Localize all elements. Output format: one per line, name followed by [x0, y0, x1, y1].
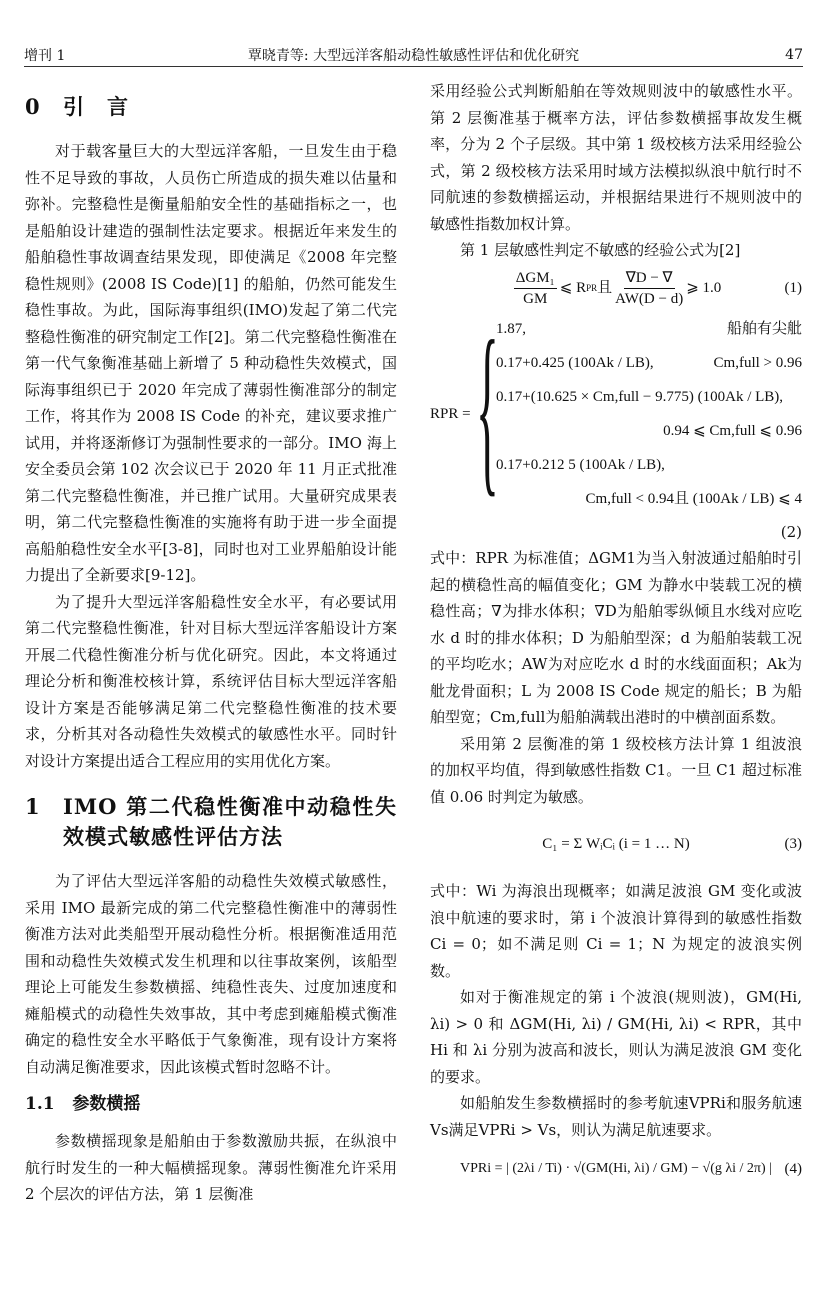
- equation-number: (1): [784, 279, 802, 296]
- paragraph: 第 1 层敏感性判定不敏感的经验公式为[2]: [460, 241, 741, 259]
- equation-number: (2): [780, 522, 802, 541]
- section-title: IMO 第二代稳性衡准中动稳性失效模式敏感性评估方法: [63, 794, 397, 849]
- equation-number: (4): [784, 1160, 802, 1177]
- equation-1: $\frac{\text{ΔGM₁}}{GM}$ ⩽ R PR 且 $\frac{\nabla D - \nabla}{AW(D - d)}$ ⩾ 1.0 (1): [515, 269, 802, 307]
- header-title: 覃晓青等: 大型远洋客船动稳性敏感性评估和优化研究: [247, 48, 580, 64]
- paragraph: 式中：RPR 为标准值；ΔGM1为当入射波通过船舶时引起的横稳性高的幅值变化；GM 为静水中装载工况的横稳性高；∇为排水体积；∇D为船舶零纵倾且水线对应吃水 d 时的排水体积；D 为船舶型深；d 为船舶装载工况的平均吃水；AW为对应吃水 d 时的水线面面积；Ak为舭龙骨面积；L 为 2008 IS Code 规定的船长；B 为船舶型宽；Cm,full为船舶满载出港时的中横剖面系数。: [430, 549, 802, 726]
- case-row: Cm,full < 0.94且 (100Ak / LB) ⩽ 4: [585, 491, 802, 508]
- left-column: [25, 78, 397, 1208]
- equation-4: VPRi = | (2λi / Ti) · √(GM(Hi, λi) / GM) − √(g λi / 2π) | (4): [430, 1147, 802, 1191]
- paragraph: 采用第 2 层衡准的第 1 级校核方法计算 1 组波浪的加权平均值，得到敏感性指数 C1。一旦 C1 超过标准值 0.06 时判定为敏感。: [430, 734, 802, 806]
- subsection-number: 1.1: [25, 1094, 55, 1114]
- equation-3: C₁ = Σ WᵢCᵢ (i = 1 … N) (3): [430, 814, 802, 874]
- paragraph: 为了评估大型远洋客船的动稳性失效模式敏感性，采用 IMO 最新完成的第二代完整稳性衡准中的薄弱性衡准方法对此类船型开展动稳性分析。根据衡准适用范围和动稳性失效模式发生机理和以往事故案例，该船型理论上可能发生参数横摇、纯稳性丧失、过度加速度和瘫船模式的动稳性失效事故，其中考虑到瘫船模式衡准确定的稳性安全水平略低于气象衡准，现有设计方案将自动满足衡准要求，因此该模式暂时忽略不计。: [25, 872, 397, 1076]
- section-number: 1: [25, 794, 41, 819]
- case-row: 1.87, 船舶有尖舭: [496, 321, 802, 338]
- fraction: $\frac{\nabla D - \nabla}{AW(D - d)}$: [615, 269, 684, 307]
- equation-number: (3): [784, 835, 802, 852]
- paragraph: 如对于衡准规定的第 i 个波浪(规则波)，GM(Hi, λi) > 0 和 ΔGM(Hi, λi) / GM(Hi, λi) < RPR，其中 Hi 和 λi 分别为波高和波长，则认为满足波浪 GM 变化的要求。: [430, 988, 802, 1086]
- case-row: 0.17+0.212 5 (100Ak / LB),: [496, 457, 665, 474]
- subsection-1-1-heading: [25, 1090, 397, 1118]
- paragraph: 为了提升大型远洋客船稳性安全水平，有必要试用第二代完整稳性衡准，针对目标大型远洋客船设计方案开展二代稳性衡准分析与优化研究。因此，本文将通过理论分析和衡准校核计算，系统评估目标大型远洋客船设计方案是否能够满足第二代完整稳性衡准的技术要求，分析其对各动稳性失效模式的敏感性水平。同时针对设计方案提出适合工程应用的实用优化方案。: [25, 592, 397, 770]
- paragraph: 对于载客量巨大的大型远洋客船，一旦发生由于稳性不足导致的事故，人员伤亡所造成的损失难以估量和弥补。完整稳性是衡量船舶安全性的基础指标之一，也是船舶设计建造的强制性法定要求。根据近年来发生的船舶稳性事故调查结果发现，即使满足《2008 年完整稳性规则》(2008 IS Code)[1] 的船舶，仍然可能发生稳性事故。为此，国际海事组织(IMO)发起了第二代完整稳性衡准的研究制定工作[2]。第二代完整稳性衡准在第一代气象衡准基础上新增了 5 种动稳性失效模式，国际海事组织已于 2020 年完成了薄弱性衡准部分的制定工作，将其作为 2008 IS Code 的补充，建议要求推广试用，并将逐渐修订为强制性要求的一部分。IMO 海上安全委员会第 102 次会议已于 2020 年 11 月正式批准第二代完整稳性衡准，并已推广试用。大量研究成果表明，第二代完整稳性衡准的实施将有助于进一步全面提高船舶稳性安全水平[3-8]，同时也对工业界船舶设计能力提出了全新要求[9-12]。: [25, 142, 397, 584]
- case-row: 0.17+(10.625 × Cm,full − 9.775) (100Ak / LB),: [496, 389, 784, 406]
- paragraph: 如船舶发生参数横摇时的参考航速VPRi和服务航速Vs满足VPRi > Vs，则认为满足航速要求。: [430, 1094, 802, 1139]
- equation-2: RPR = { 1.87, 船舶有尖舭 0.17+0.425 (100Ak / LB), Cm,full > 0.96 0.17+(10.625 × Cm,full − 9.775) (100Ak / LB), 0.94 ⩽ Cm,full ⩽ 0.96 0.17+0.212 5 (100Ak / LB), Cm,full < 0.94且 (100Ak / LB) ⩽ 4: [430, 313, 802, 517]
- page-number: 47: [785, 47, 803, 63]
- header-issue: 增刊 1: [24, 48, 66, 64]
- paragraph: 采用经验公式判断船舶在等效规则波中的敏感性水平。第 2 层衡准基于概率方法，评估参数横摇事故发生概率，分为 2 个子层级。其中第 1 级校核方法采用经验公式，第 2 级校核方法采用时域方法模拟纵浪中航行时不同航速的参数横摇运动，并根据结果进行不规则波中的敏感性指数加权计算。: [430, 82, 802, 233]
- case-row: 0.94 ⩽ Cm,full ⩽ 0.96: [663, 423, 802, 440]
- subsection-title: 参数横摇: [72, 1094, 141, 1114]
- section-number: 0: [25, 94, 41, 119]
- section-title: 引 言: [63, 94, 129, 119]
- paragraph: 式中：Wi 为海浪出现概率；如满足波浪 GM 变化或波浪中航速的要求时，第 i 个波浪计算得到的敏感性指数 Ci = 0；如不满足则 Ci = 1；N 为规定的波浪实例数。: [430, 882, 802, 980]
- left-brace-icon: {: [476, 302, 499, 513]
- fraction: $\frac{\text{ΔGM₁}}{GM}$: [515, 269, 555, 307]
- right-column: [430, 78, 802, 1195]
- running-header: [24, 44, 803, 67]
- section-1-heading: [25, 792, 397, 852]
- case-row: 0.17+0.425 (100Ak / LB), Cm,full > 0.96: [496, 355, 802, 372]
- section-0-heading: [25, 92, 397, 122]
- paragraph: 参数横摇现象是船舶由于参数激励共振，在纵浪中航行时发生的一种大幅横摇现象。薄弱性衡准允许采用 2 个层次的评估方法，第 1 层衡准: [25, 1132, 397, 1203]
